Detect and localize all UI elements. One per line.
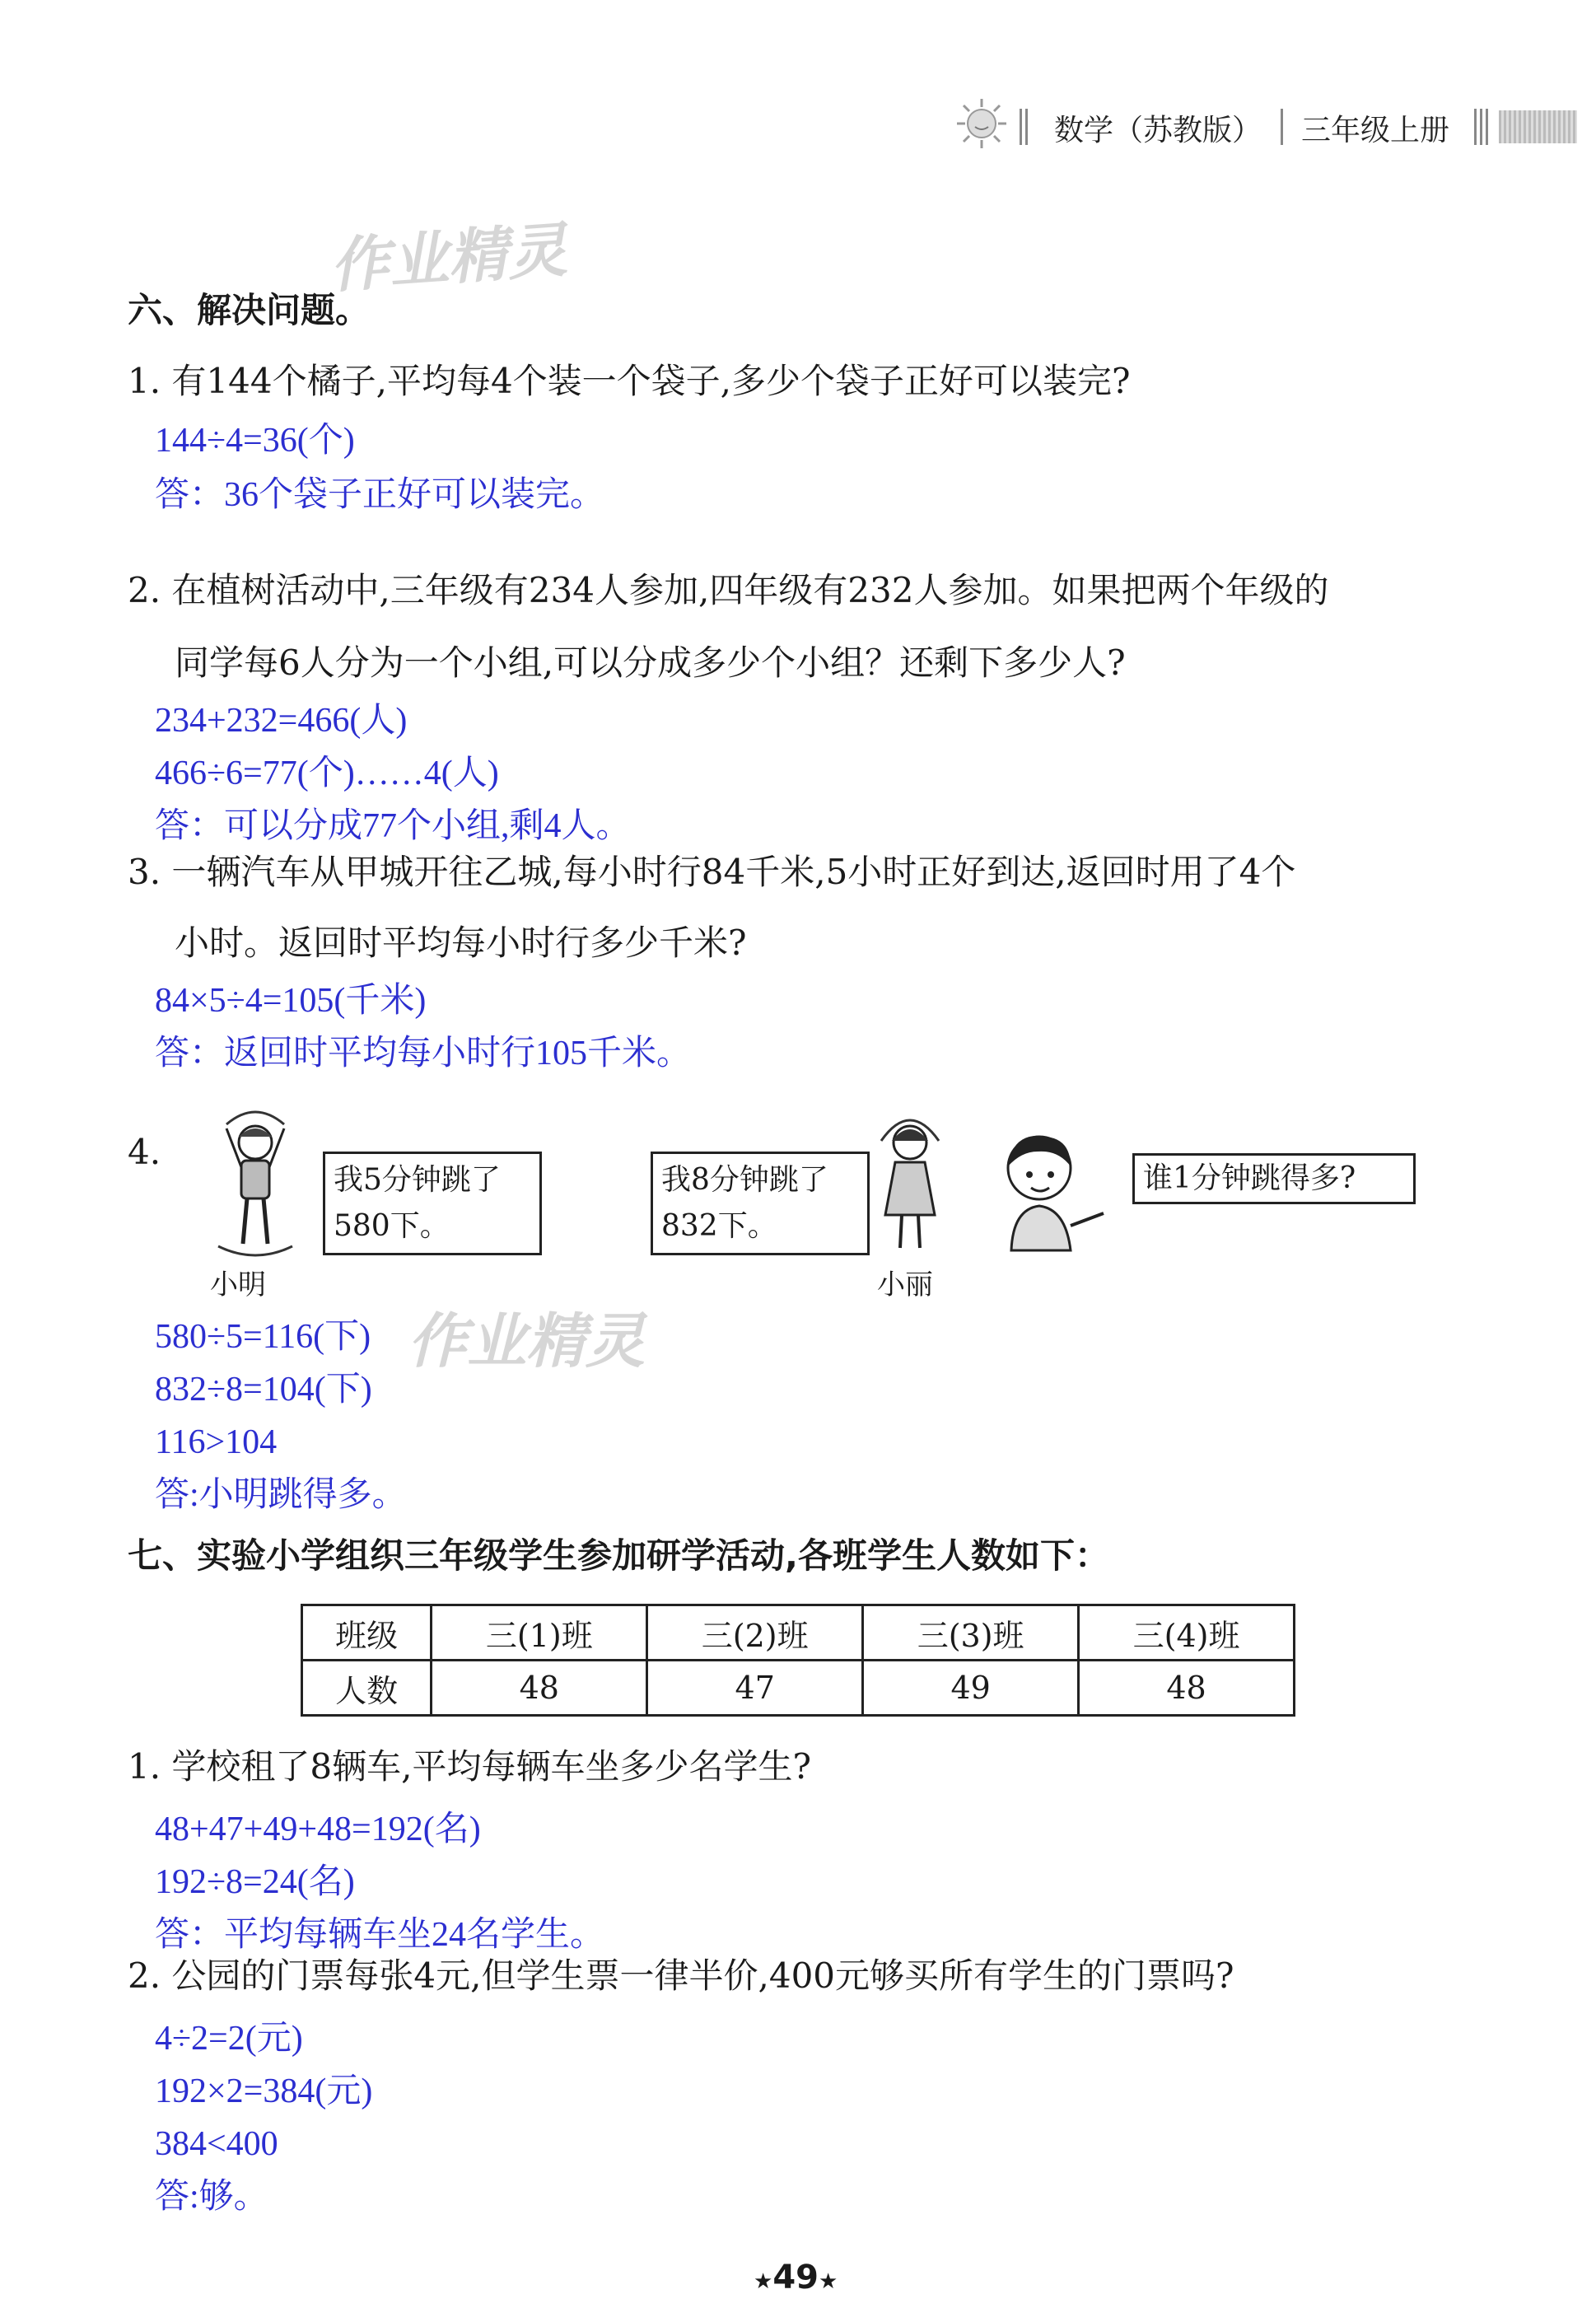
star-icon: ★ (818, 2269, 838, 2294)
answer-line: 466÷6=77(个)……4(人) (155, 755, 499, 792)
table-header-cell: 班级 (302, 1605, 432, 1661)
header-decoration (1499, 110, 1577, 143)
boy-jumping-rope-illustration (210, 1108, 301, 1260)
answer-line: 234+232=466(人) (155, 702, 408, 740)
table-header-cell: 三(1)班 (432, 1605, 647, 1661)
question-text: 2. 在植树活动中,三年级有234人参加,四年级有232人参加。如果把两个年级的 (128, 570, 1329, 610)
class-student-table (301, 1604, 1295, 1717)
speech-bubble-xiaoming (323, 1152, 542, 1255)
answer-line: 144÷4=36(个) (155, 422, 355, 460)
table-row (302, 1661, 1295, 1716)
answer-line: 192×2=384(元) (155, 2072, 373, 2110)
answer-line: 192÷8=24(名) (155, 1863, 355, 1901)
label-xiaoming: 小明 (210, 1268, 266, 1301)
header-divider (1281, 109, 1286, 145)
answer-line: 答：平均每辆车坐24名学生。 (155, 1916, 605, 1954)
header-divider (1474, 109, 1491, 145)
answer-line: 832÷8=104(下) (155, 1371, 372, 1409)
section-title: 六、解决问题。 (128, 290, 371, 330)
speech-bubble-xiaoli (651, 1152, 870, 1255)
section-title: 七、实验小学组织三年级学生参加研学活动,各班学生人数如下： (128, 1535, 1109, 1576)
answer-line: 84×5÷4=105(千米) (155, 982, 427, 1020)
bubble-line: 580下。 (334, 1209, 450, 1243)
speech-bubble-question: 谁1分钟跳得多? (1132, 1153, 1416, 1204)
question-text: 小时。返回时平均每小时行多少千米? (175, 923, 747, 963)
question-text: 同学每6人分为一个小组,可以分成多少个小组？还剩下多少人? (175, 642, 1126, 683)
answer-line: 48+47+49+48=192(名) (155, 1810, 481, 1848)
question-text: 3. 一辆汽车从甲城开往乙城,每小时行84千米,5小时正好到达,返回时用了4个 (128, 852, 1296, 892)
page-header (955, 91, 1573, 157)
page-number-value: 49 (772, 2259, 819, 2296)
table-header-cell: 三(2)班 (647, 1605, 863, 1661)
answer-line: 答:小明跳得多。 (155, 1476, 407, 1514)
header-divider (1020, 109, 1031, 145)
question-text: 1. 有144个橘子,平均每4个装一个袋子,多少个袋子正好可以装完? (128, 361, 1131, 401)
table-cell: 47 (647, 1661, 863, 1716)
book-title: 数学（苏教版） (1054, 114, 1262, 147)
sun-icon (955, 97, 1008, 150)
table-cell: 48 (432, 1661, 647, 1716)
answer-line: 580÷5=116(下) (155, 1318, 371, 1356)
question-number: 4. (128, 1132, 161, 1172)
answer-line: 答：36个袋子正好可以装完。 (155, 476, 605, 514)
answer-line: 4÷2=2(元) (155, 2020, 303, 2058)
table-header-cell: 三(4)班 (1079, 1605, 1295, 1661)
table-cell: 人数 (302, 1661, 432, 1716)
table-header-cell: 三(3)班 (863, 1605, 1079, 1661)
question-text: 2. 公园的门票每张4元,但学生票一律半价,400元够买所有学生的门票吗? (128, 1955, 1234, 1996)
answer-line: 答：可以分成77个小组,剩4人。 (155, 807, 631, 845)
grade-label: 三年级上册 (1301, 114, 1450, 147)
girl-jumping-rope-illustration (869, 1108, 951, 1260)
question-text: 1. 学校租了8辆车,平均每辆车坐多少名学生? (128, 1746, 812, 1787)
bubble-line: 我8分钟跳了 (661, 1163, 828, 1197)
bubble-line: 832下。 (661, 1209, 777, 1243)
answer-line: 116>104 (155, 1423, 278, 1461)
star-icon: ★ (754, 2269, 773, 2294)
answer-line: 答：返回时平均每小时行105千米。 (155, 1035, 692, 1072)
boy-asking-illustration (988, 1127, 1112, 1254)
label-xiaoli: 小丽 (877, 1268, 933, 1301)
bubble-line: 我5分钟跳了 (334, 1163, 501, 1197)
watermark: 作业精灵 (408, 1306, 646, 1376)
table-row (302, 1605, 1295, 1661)
answer-line: 答:够。 (155, 2178, 268, 2216)
watermark: 作业精灵 (327, 215, 570, 301)
table-cell: 49 (863, 1661, 1079, 1716)
answer-line: 384<400 (155, 2125, 278, 2163)
table-cell: 48 (1079, 1661, 1295, 1716)
page-number (754, 2259, 838, 2296)
